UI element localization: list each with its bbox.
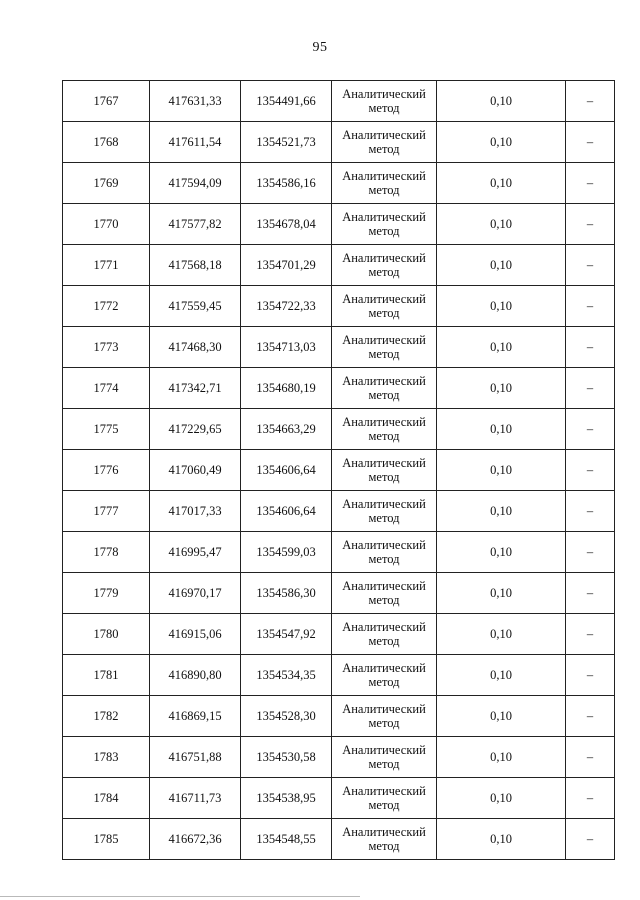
y-coordinate-cell: 1354528,30 — [241, 696, 332, 737]
method-line-2: метод — [368, 347, 400, 361]
table-row — [63, 204, 615, 245]
table-row — [63, 409, 615, 450]
note-cell: – — [566, 286, 615, 327]
note-cell: – — [566, 204, 615, 245]
method-cell — [332, 450, 437, 491]
table-row — [63, 655, 615, 696]
method-cell — [332, 737, 437, 778]
method-line-2: метод — [368, 142, 400, 156]
note-cell: – — [566, 491, 615, 532]
x-coordinate-cell: 417017,33 — [150, 491, 241, 532]
table-row — [63, 819, 615, 860]
accuracy-cell: 0,10 — [437, 696, 566, 737]
method-cell — [332, 614, 437, 655]
method-cell — [332, 819, 437, 860]
x-coordinate-cell: 416751,88 — [150, 737, 241, 778]
method-line-1: Аналитический — [342, 702, 426, 716]
page-number: 95 — [312, 40, 328, 55]
note-cell: – — [566, 81, 615, 122]
note-cell: – — [566, 245, 615, 286]
note-cell: – — [566, 450, 615, 491]
method-line-2: метод — [368, 224, 400, 238]
table-row — [63, 491, 615, 532]
method-line-1: Аналитический — [342, 538, 426, 552]
note-cell: – — [566, 163, 615, 204]
table-row — [63, 532, 615, 573]
point-number-cell: 1777 — [63, 491, 150, 532]
x-coordinate-cell: 417468,30 — [150, 327, 241, 368]
point-number-cell: 1776 — [63, 450, 150, 491]
method-line-1: Аналитический — [342, 825, 426, 839]
note-cell: – — [566, 368, 615, 409]
method-line-2: метод — [368, 552, 400, 566]
method-line-1: Аналитический — [342, 456, 426, 470]
accuracy-cell: 0,10 — [437, 573, 566, 614]
method-cell — [332, 655, 437, 696]
method-cell — [332, 491, 437, 532]
method-line-2: метод — [368, 511, 400, 525]
method-line-2: метод — [368, 470, 400, 484]
accuracy-cell: 0,10 — [437, 368, 566, 409]
y-coordinate-cell: 1354547,92 — [241, 614, 332, 655]
method-line-1: Аналитический — [342, 251, 426, 265]
method-cell — [332, 532, 437, 573]
method-cell — [332, 368, 437, 409]
method-cell — [332, 409, 437, 450]
y-coordinate-cell: 1354606,64 — [241, 450, 332, 491]
table-row — [63, 450, 615, 491]
accuracy-cell: 0,10 — [437, 819, 566, 860]
footer-line — [0, 896, 360, 897]
accuracy-cell: 0,10 — [437, 245, 566, 286]
method-line-1: Аналитический — [342, 743, 426, 757]
method-cell — [332, 573, 437, 614]
x-coordinate-cell: 417631,33 — [150, 81, 241, 122]
y-coordinate-cell: 1354663,29 — [241, 409, 332, 450]
method-cell — [332, 696, 437, 737]
method-cell — [332, 81, 437, 122]
y-coordinate-cell: 1354678,04 — [241, 204, 332, 245]
accuracy-cell: 0,10 — [437, 204, 566, 245]
note-cell: – — [566, 778, 615, 819]
y-coordinate-cell: 1354521,73 — [241, 122, 332, 163]
x-coordinate-cell: 417577,82 — [150, 204, 241, 245]
note-cell: – — [566, 819, 615, 860]
method-line-2: метод — [368, 593, 400, 607]
coordinates-table-body — [63, 81, 615, 860]
point-number-cell: 1775 — [63, 409, 150, 450]
y-coordinate-cell: 1354586,30 — [241, 573, 332, 614]
note-cell: – — [566, 614, 615, 655]
y-coordinate-cell: 1354701,29 — [241, 245, 332, 286]
point-number-cell: 1774 — [63, 368, 150, 409]
y-coordinate-cell: 1354599,03 — [241, 532, 332, 573]
x-coordinate-cell: 417611,54 — [150, 122, 241, 163]
point-number-cell: 1770 — [63, 204, 150, 245]
table-row — [63, 778, 615, 819]
x-coordinate-cell: 416869,15 — [150, 696, 241, 737]
table-row — [63, 573, 615, 614]
y-coordinate-cell: 1354534,35 — [241, 655, 332, 696]
note-cell: – — [566, 122, 615, 163]
accuracy-cell: 0,10 — [437, 450, 566, 491]
y-coordinate-cell: 1354538,95 — [241, 778, 332, 819]
accuracy-cell: 0,10 — [437, 122, 566, 163]
method-line-2: метод — [368, 429, 400, 443]
coordinates-table — [62, 80, 615, 860]
method-line-1: Аналитический — [342, 169, 426, 183]
accuracy-cell: 0,10 — [437, 327, 566, 368]
method-cell — [332, 163, 437, 204]
accuracy-cell: 0,10 — [437, 532, 566, 573]
x-coordinate-cell: 416890,80 — [150, 655, 241, 696]
table-row — [63, 368, 615, 409]
y-coordinate-cell: 1354548,55 — [241, 819, 332, 860]
method-cell — [332, 286, 437, 327]
note-cell: – — [566, 655, 615, 696]
accuracy-cell: 0,10 — [437, 778, 566, 819]
point-number-cell: 1785 — [63, 819, 150, 860]
y-coordinate-cell: 1354586,16 — [241, 163, 332, 204]
point-number-cell: 1768 — [63, 122, 150, 163]
accuracy-cell: 0,10 — [437, 409, 566, 450]
method-line-1: Аналитический — [342, 292, 426, 306]
x-coordinate-cell: 416970,17 — [150, 573, 241, 614]
y-coordinate-cell: 1354606,64 — [241, 491, 332, 532]
accuracy-cell: 0,10 — [437, 655, 566, 696]
method-line-1: Аналитический — [342, 374, 426, 388]
y-coordinate-cell: 1354491,66 — [241, 81, 332, 122]
table-row — [63, 122, 615, 163]
method-line-2: метод — [368, 101, 400, 115]
x-coordinate-cell: 417060,49 — [150, 450, 241, 491]
x-coordinate-cell: 417229,65 — [150, 409, 241, 450]
accuracy-cell: 0,10 — [437, 614, 566, 655]
method-line-1: Аналитический — [342, 333, 426, 347]
table-row — [63, 737, 615, 778]
method-line-2: метод — [368, 388, 400, 402]
x-coordinate-cell: 416711,73 — [150, 778, 241, 819]
point-number-cell: 1778 — [63, 532, 150, 573]
x-coordinate-cell: 417594,09 — [150, 163, 241, 204]
y-coordinate-cell: 1354530,58 — [241, 737, 332, 778]
method-line-2: метод — [368, 306, 400, 320]
y-coordinate-cell: 1354680,19 — [241, 368, 332, 409]
note-cell: – — [566, 737, 615, 778]
table-row — [63, 696, 615, 737]
method-line-1: Аналитический — [342, 784, 426, 798]
point-number-cell: 1780 — [63, 614, 150, 655]
method-line-2: метод — [368, 183, 400, 197]
method-line-1: Аналитический — [342, 497, 426, 511]
note-cell: – — [566, 409, 615, 450]
point-number-cell: 1784 — [63, 778, 150, 819]
method-line-1: Аналитический — [342, 661, 426, 675]
method-line-1: Аналитический — [342, 128, 426, 142]
y-coordinate-cell: 1354722,33 — [241, 286, 332, 327]
method-line-2: метод — [368, 798, 400, 812]
point-number-cell: 1782 — [63, 696, 150, 737]
table-row — [63, 614, 615, 655]
method-line-1: Аналитический — [342, 579, 426, 593]
method-cell — [332, 122, 437, 163]
method-line-2: метод — [368, 675, 400, 689]
point-number-cell: 1772 — [63, 286, 150, 327]
note-cell: – — [566, 327, 615, 368]
method-line-2: метод — [368, 265, 400, 279]
x-coordinate-cell: 417342,71 — [150, 368, 241, 409]
method-cell — [332, 778, 437, 819]
table-row — [63, 286, 615, 327]
method-cell — [332, 245, 437, 286]
table-row — [63, 81, 615, 122]
note-cell: – — [566, 532, 615, 573]
method-line-2: метод — [368, 757, 400, 771]
point-number-cell: 1781 — [63, 655, 150, 696]
x-coordinate-cell: 416915,06 — [150, 614, 241, 655]
method-line-2: метод — [368, 634, 400, 648]
accuracy-cell: 0,10 — [437, 81, 566, 122]
table-row — [63, 245, 615, 286]
note-cell: – — [566, 573, 615, 614]
accuracy-cell: 0,10 — [437, 491, 566, 532]
point-number-cell: 1783 — [63, 737, 150, 778]
method-line-1: Аналитический — [342, 415, 426, 429]
x-coordinate-cell: 417568,18 — [150, 245, 241, 286]
point-number-cell: 1773 — [63, 327, 150, 368]
y-coordinate-cell: 1354713,03 — [241, 327, 332, 368]
x-coordinate-cell: 416995,47 — [150, 532, 241, 573]
point-number-cell: 1771 — [63, 245, 150, 286]
accuracy-cell: 0,10 — [437, 163, 566, 204]
method-line-1: Аналитический — [342, 210, 426, 224]
x-coordinate-cell: 416672,36 — [150, 819, 241, 860]
note-cell: – — [566, 696, 615, 737]
accuracy-cell: 0,10 — [437, 286, 566, 327]
table-row — [63, 327, 615, 368]
method-line-2: метод — [368, 716, 400, 730]
accuracy-cell: 0,10 — [437, 737, 566, 778]
point-number-cell: 1779 — [63, 573, 150, 614]
method-line-1: Аналитический — [342, 620, 426, 634]
method-cell — [332, 204, 437, 245]
x-coordinate-cell: 417559,45 — [150, 286, 241, 327]
method-cell — [332, 327, 437, 368]
point-number-cell: 1769 — [63, 163, 150, 204]
table-row — [63, 163, 615, 204]
method-line-1: Аналитический — [342, 87, 426, 101]
method-line-2: метод — [368, 839, 400, 853]
point-number-cell: 1767 — [63, 81, 150, 122]
